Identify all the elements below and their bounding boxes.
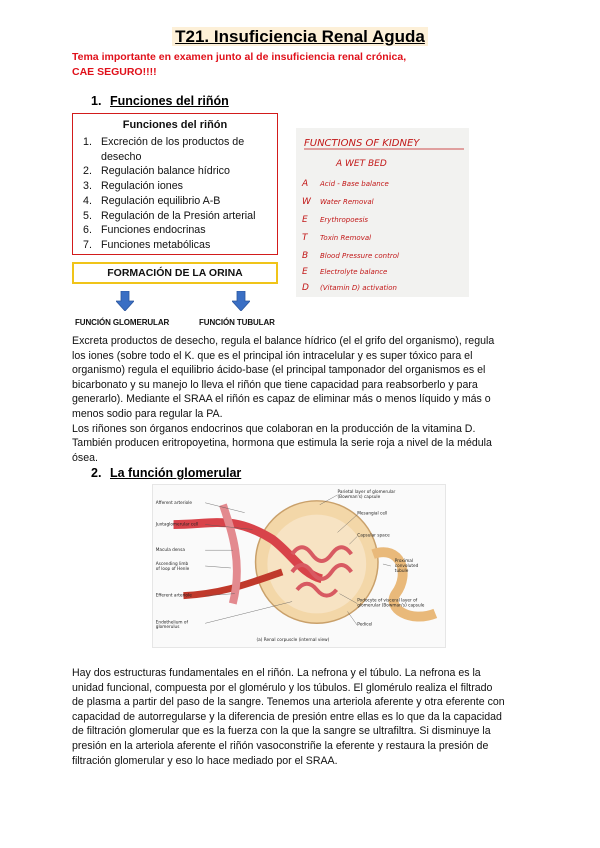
paragraph-glomerular-function: Hay dos estructuras fundamentales en el riñón. La nefrona y el túbulo. La nefrona es la unidad funcional, compuesta por el glomérulo y los túbulos. El glomérulo realiza el filtrado de plasma a partir del paso de la sangre. Tenemos una arteriola aferente y otra eferente con capacidad de autorregularse y la diferencia de presión entre ellas es lo que da la capacidad de filtración glomerular que es la fuerza con la que la sangre se ultrafiltra. Si disminuye la presión en la arteriola aferente el riñón vasoconstriñe la eferente y restaura la presión de filtración glomerular y eso lo hace mediado por el SRAA. [72,667,505,767]
svg-text:glomerulus: glomerulus [155,624,180,630]
page-title: T21. Insuficiencia Renal Aguda [0,27,600,47]
list-item: 3. Regulación iones [83,180,183,193]
svg-text:glomerular (Bowman's) capsule: glomerular (Bowman's) capsule [357,602,425,608]
svg-text:Endothelium of: Endothelium of [155,619,188,625]
arrow-down-icon [232,291,250,311]
section-title: La función glomerular [110,466,242,480]
svg-text:Capsular space: Capsular space [357,532,390,538]
tubular-function-label: FUNCIÓN TUBULAR [199,318,275,327]
svg-text:Acid - Base balance: Acid - Base balance [320,180,389,188]
svg-text:Electrolyte balance: Electrolyte balance [320,268,388,276]
svg-text:Pedicel: Pedicel [357,621,373,627]
list-item: 1. Excreción de los productos de [83,136,245,148]
svg-text:convoluted: convoluted [394,562,419,568]
svg-text:A: A [302,179,309,189]
svg-text:Parietal layer of glomerular: Parietal layer of glomerular [337,488,396,494]
section-number: 2. [91,466,102,480]
svg-text:Podocyte of visceral layer of: Podocyte of visceral layer of [357,597,418,603]
svg-text:Water Removal: Water Removal [320,198,374,206]
svg-text:Erythropoesis: Erythropoesis [320,216,369,224]
list-item: 5. Regulación de la Presión arterial [83,209,256,222]
note-title: FUNCTIONS OF KIDNEY [304,138,420,149]
svg-text:tubule: tubule [394,567,409,573]
list-item: 7. Funciones metabólicas [83,238,211,251]
section-heading-2 [91,466,241,480]
svg-text:D: D [302,283,309,293]
handwritten-note-image [296,128,469,297]
list-item: desecho [101,150,142,163]
svg-text:(Bowman's) capsule: (Bowman's) capsule [337,493,381,499]
svg-text:E: E [302,267,308,277]
kidney-functions-note [296,128,469,297]
svg-text:of loop of Henle: of loop of Henle [155,565,190,571]
svg-text:W: W [302,197,311,207]
renal-corpuscle-illustration [153,485,445,647]
note-mnemonic: A WET BED [336,159,387,169]
section-heading-1 [91,94,229,108]
svg-text:Efferent arteriole: Efferent arteriole [155,592,192,598]
functions-list [83,135,255,253]
functions-box [72,113,278,255]
svg-text:(Vitamin D) activation: (Vitamin D) activation [320,284,397,292]
warning-line-2: CAE SEGURO!!!! [72,66,157,78]
svg-text:Juxtaglomerular cell: Juxtaglomerular cell [155,521,199,527]
svg-text:Ascending limb: Ascending limb [155,561,189,567]
svg-text:Macula densa: Macula densa [155,547,185,553]
urine-formation-box: FORMACIÓN DE LA ORINA [72,262,278,284]
svg-text:Afferent arteriole: Afferent arteriole [155,499,193,505]
svg-text:Mesangial cell: Mesangial cell [357,510,388,516]
arrow-down-icon [116,291,134,311]
section-title: Funciones del riñón [110,94,229,108]
svg-text:Toxin Removal: Toxin Removal [320,234,372,242]
svg-text:Blood Pressure control: Blood Pressure control [320,252,399,260]
svg-text:E: E [302,215,308,225]
exam-warning [72,50,512,80]
svg-text:T: T [302,233,308,243]
svg-text:Proximal: Proximal [394,558,413,564]
functions-box-title: Funciones del riñón [122,119,228,131]
list-item: 6. Funciones endocrinas [83,224,206,237]
list-item: 4. Regulación equilibrio A-B [83,194,221,207]
svg-text:B: B [302,251,309,261]
paragraph-kidney-functions: Excreta productos de desecho, regula el balance hídrico (el el grifo del organismo), regula los iones (sobre todo el K. que es el principal ión intracelular y es super tóxico para el organismo) regula el equilibrio ácido-base (el principal tamponador del organismos es el bicarbonato y su manejo lo lleva el riñón que tiene capacidad para reabsorberlo y para generarlo). Mediante el SRAA el riñón es capaz de eliminar más o menos líquido y más o menos sodio para regular la PA. Los riñones son órganos endocrinos que colaboran en la producción de la vitamina D. También producen eritropoyetina, hormona que estimula la serie roja a nivel de la médula ósea. [72,335,495,464]
warning-line-1: Tema importante en examen junto al de insuficiencia renal crónica, [72,51,407,63]
renal-corpuscle-figure [152,484,446,648]
glomerular-function-label: FUNCIÓN GLOMERULAR [75,318,170,327]
list-item: 2. Regulación balance hídrico [83,165,230,178]
figure-caption: (a) Renal corpuscle (internal view) [256,637,330,643]
section-number: 1. [91,94,102,108]
